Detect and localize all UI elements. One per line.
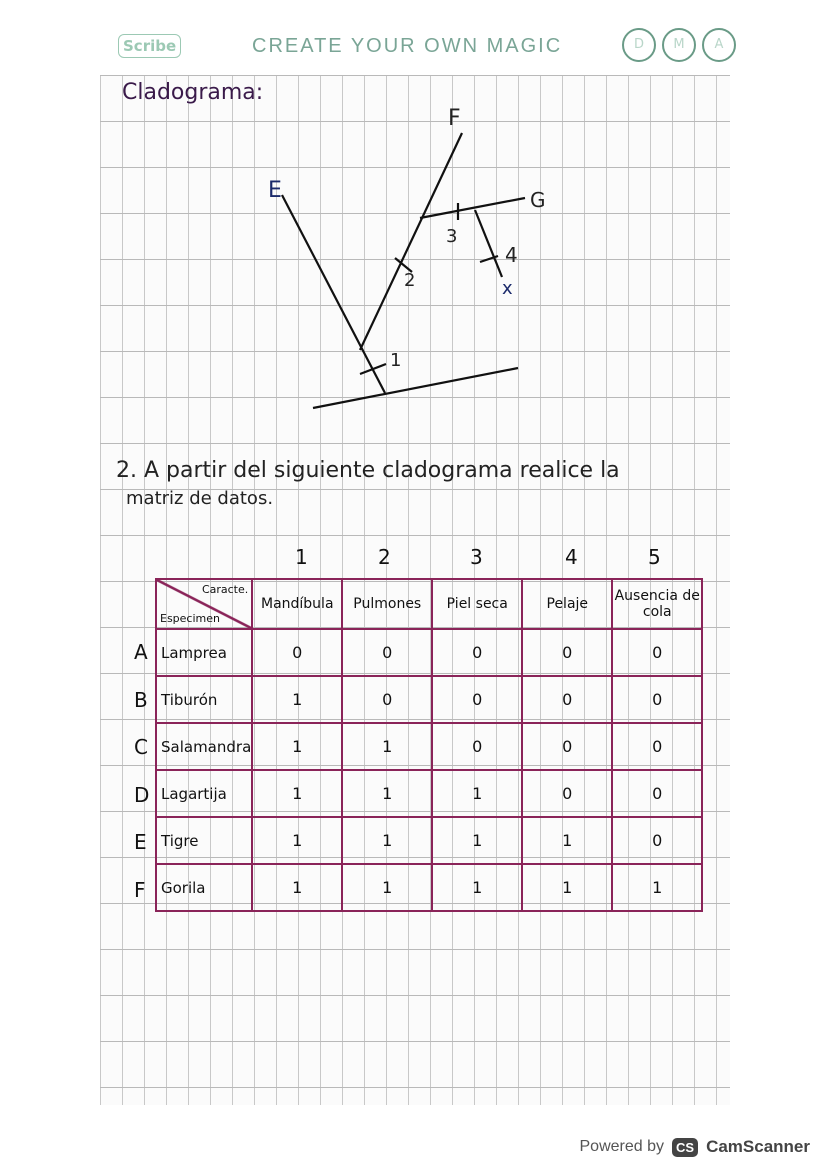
value-cell: 1 [342, 770, 432, 817]
column-header: Ausencia de cola [612, 579, 702, 629]
table-row [156, 817, 702, 864]
value-cell: 0 [522, 676, 612, 723]
slogan: CREATE YOUR OWN MAGIC [252, 35, 563, 57]
value-cell: 0 [612, 817, 702, 864]
taxon-x: x [502, 278, 513, 299]
node-1-label: 1 [390, 350, 402, 371]
species-cell: Lagartija [156, 770, 252, 817]
column-number: 5 [648, 545, 661, 569]
node-4-label: 4 [505, 243, 518, 267]
column-number: 2 [378, 545, 391, 569]
value-cell: 0 [612, 629, 702, 676]
value-cell: 1 [342, 864, 432, 911]
column-number: 4 [565, 545, 578, 569]
table-row [156, 629, 702, 676]
value-cell: 1 [252, 676, 342, 723]
taxon-e: E [268, 178, 282, 203]
column-number: 1 [295, 545, 308, 569]
value-cell: 0 [522, 629, 612, 676]
species-cell: Tiburón [156, 676, 252, 723]
branch-x [475, 210, 502, 277]
value-cell: 1 [522, 817, 612, 864]
row-letter: B [134, 687, 148, 712]
value-cell: 0 [432, 629, 522, 676]
value-cell: 1 [252, 864, 342, 911]
row-letter: D [134, 782, 150, 807]
date-circle-m: M [662, 28, 696, 62]
powered-by: Powered by [579, 1138, 664, 1155]
taxon-f: F [448, 106, 461, 131]
node-1-tick [360, 364, 386, 374]
value-cell: 1 [252, 723, 342, 770]
brand-logo: Scribe [118, 34, 181, 58]
value-cell: 0 [252, 629, 342, 676]
column-header: Pelaje [522, 579, 612, 629]
column-header: Pulmones [342, 579, 432, 629]
corner-cell [156, 579, 252, 629]
cladogram-base [313, 368, 518, 408]
species-cell: Salamandra [156, 723, 252, 770]
value-cell: 1 [252, 817, 342, 864]
app-name: CamScanner [706, 1137, 810, 1156]
date-circle-a: A [702, 28, 736, 62]
value-cell: 0 [612, 676, 702, 723]
header-row [156, 579, 702, 629]
question-line-2: matriz de datos. [126, 488, 274, 509]
corner-bottom: Especimen [160, 612, 220, 625]
date-circle-d: D [622, 28, 656, 62]
value-cell: 0 [612, 723, 702, 770]
value-cell: 1 [342, 817, 432, 864]
taxon-g: G [530, 188, 546, 212]
question-line-1: 2. A partir del siguiente cladograma realice la [116, 458, 620, 483]
value-cell: 1 [522, 864, 612, 911]
value-cell: 0 [522, 770, 612, 817]
value-cell: 1 [432, 817, 522, 864]
value-cell: 1 [432, 864, 522, 911]
row-letter: A [134, 640, 148, 664]
value-cell: 0 [342, 629, 432, 676]
value-cell: 0 [432, 676, 522, 723]
value-cell: 0 [522, 723, 612, 770]
table-row [156, 864, 702, 911]
corner-top: Caracte. [201, 583, 249, 596]
branch-g [420, 198, 525, 218]
value-cell: 1 [342, 723, 432, 770]
camscanner-logo-icon: CS [672, 1138, 698, 1157]
column-header: Piel seca [432, 579, 522, 629]
table-row [156, 723, 702, 770]
column-number: 3 [470, 545, 483, 569]
node-3-label: 3 [446, 226, 458, 247]
section-title: Cladograma: [122, 80, 264, 105]
data-matrix [155, 578, 703, 912]
camscanner-footer [580, 1137, 811, 1157]
value-cell: 1 [612, 864, 702, 911]
value-cell: 1 [432, 770, 522, 817]
value-cell: 0 [612, 770, 702, 817]
table-row [156, 676, 702, 723]
row-letter: E [134, 830, 147, 854]
value-cell: 0 [342, 676, 432, 723]
species-cell: Tigre [156, 817, 252, 864]
node-2-label: 2 [404, 270, 416, 291]
value-cell: 0 [432, 723, 522, 770]
row-letter: C [134, 735, 148, 759]
species-cell: Lamprea [156, 629, 252, 676]
table-row [156, 770, 702, 817]
branch-e [282, 195, 385, 393]
column-header: Mandíbula [252, 579, 342, 629]
species-cell: Gorila [156, 864, 252, 911]
row-letter: F [134, 877, 146, 902]
value-cell: 1 [252, 770, 342, 817]
